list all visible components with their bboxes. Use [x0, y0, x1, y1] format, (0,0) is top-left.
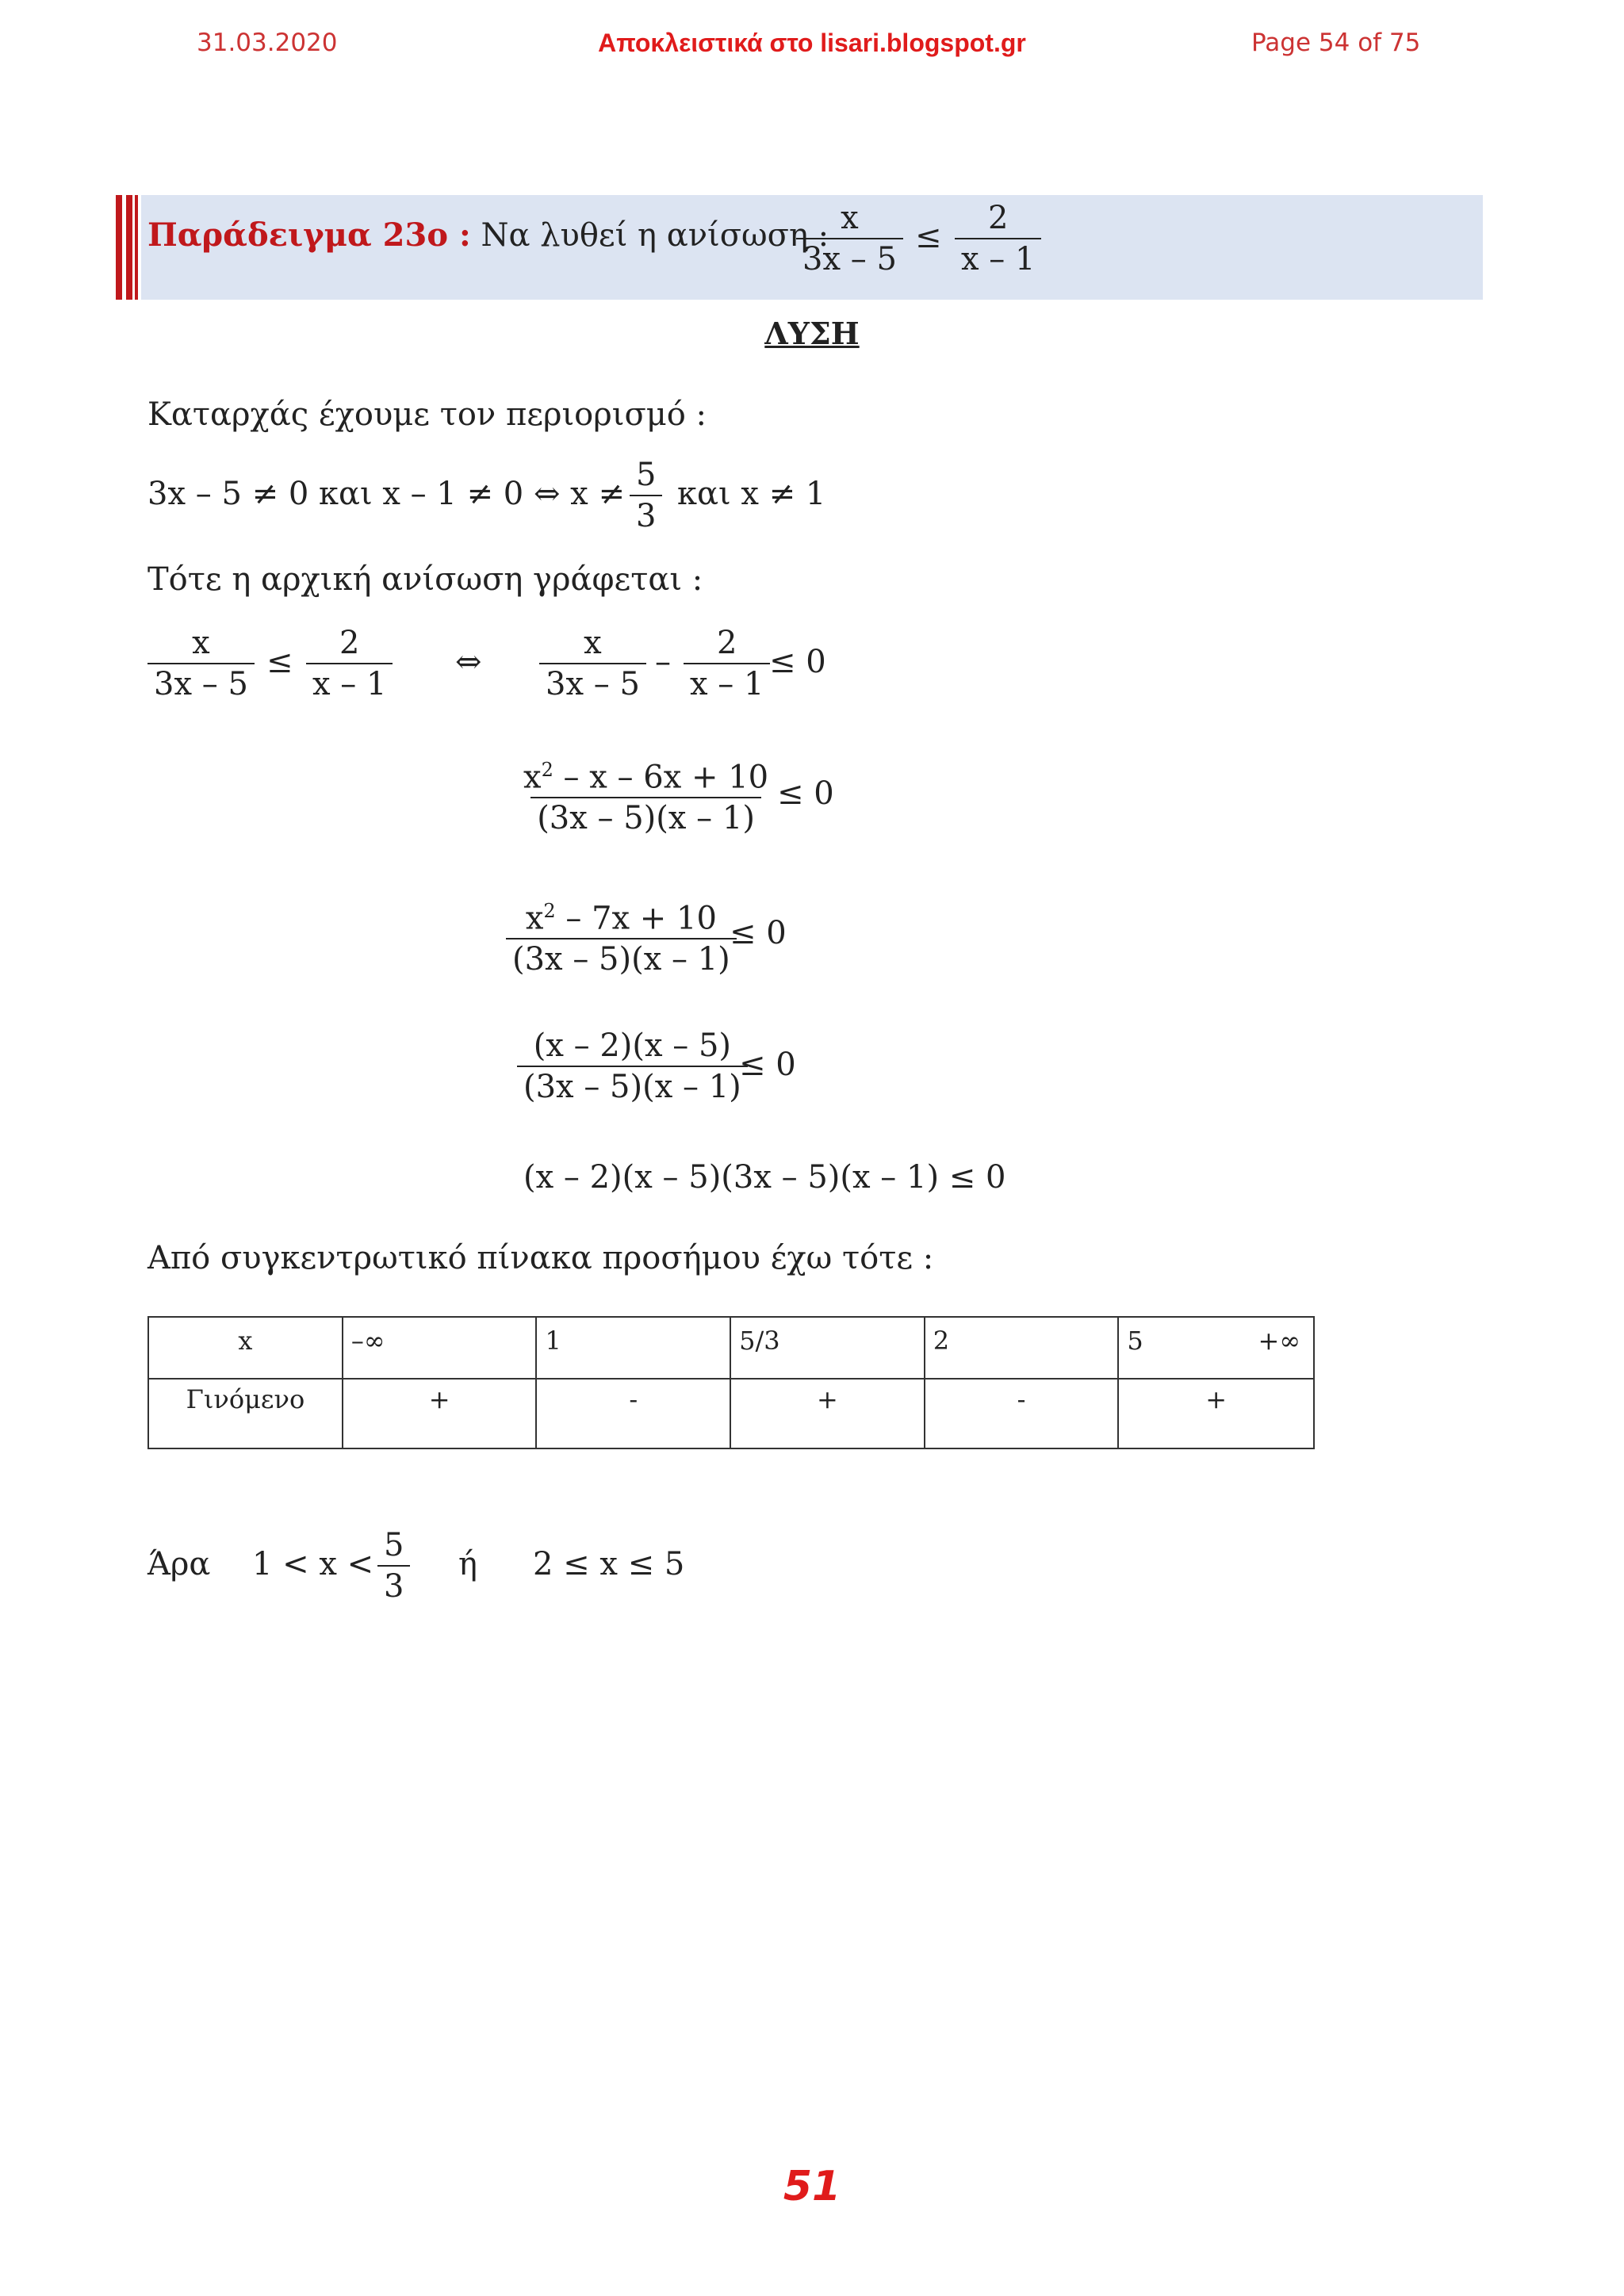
sign-table-cell: Γινόμενο: [148, 1379, 343, 1448]
eq1-fraction-c: $\frac{x}{3x - 5}$: [539, 623, 646, 704]
sign-table-cell: +: [343, 1379, 537, 1448]
answer-interval-a: 1 < x <: [252, 1546, 374, 1582]
solution-line-sign-table-intro: Από συγκεντρωτικό πίνακα προσήμου έχω τότε :: [147, 1240, 934, 1276]
header-page-indicator: Page 54 of 75: [1251, 29, 1421, 57]
example-rhs-fraction: $\frac{2}{x - 1}$: [955, 198, 1041, 279]
example-text: Να λυθεί η ανίσωση :: [481, 217, 829, 254]
eq4-fraction: $\frac{(x - 2)(x - 5)}{(3x - 5)(x - 1)}$: [517, 1026, 748, 1107]
sign-table-cell: x: [148, 1317, 343, 1379]
eq4-tail: ≤ 0: [739, 1047, 796, 1083]
eq1-fraction-a: $\frac{x}{3x - 5}$: [147, 623, 255, 704]
sign-table-cell: +: [730, 1379, 925, 1448]
header-date: 31.03.2020: [197, 29, 338, 57]
eq5-product-inequality: (x – 2)(x – 5)(3x – 5)(x – 1) ≤ 0: [523, 1159, 1006, 1196]
answer-interval-b: 2 ≤ x ≤ 5: [533, 1546, 685, 1582]
sign-table-cell: 5/3: [730, 1317, 925, 1379]
eq3-fraction: $\frac{x^2 - 7x + 10}{(3x - 5)(x - 1)}$: [506, 891, 737, 979]
sign-table-row-product: [148, 1379, 1314, 1448]
header-title: Αποκλειστικά στο lisari.blogspot.gr: [598, 29, 1026, 57]
sign-table-cell: 1: [536, 1317, 730, 1379]
sign-table-cell: -: [536, 1379, 730, 1448]
page-number: 51: [783, 2163, 841, 2210]
eq2-tail: ≤ 0: [777, 775, 834, 812]
sign-table-cell: –∞: [343, 1317, 537, 1379]
solution-line-rewrite: Τότε η αρχική ανίσωση γράφεται :: [147, 561, 703, 598]
answer-fraction: $\frac{5}{3}$: [377, 1525, 410, 1606]
answer-or: ή: [458, 1546, 477, 1582]
solution-heading: ΛΥΣΗ: [764, 316, 860, 351]
sign-table-cell: 2: [925, 1317, 1119, 1379]
answer-prefix: Άρα: [147, 1546, 211, 1582]
example-label: Παράδειγμα 23ο :: [147, 216, 471, 254]
eq1-minus: –: [655, 644, 671, 680]
sign-table-cell: 5 +∞: [1118, 1317, 1314, 1379]
solution-line-restriction-intro: Καταρχάς έχουμε τον περιορισμό :: [147, 396, 707, 433]
eq1-le: ≤: [266, 644, 293, 680]
sign-table: [147, 1316, 1315, 1449]
restriction-conditions: 3x – 5 ≠ 0 και x – 1 ≠ 0 ⇔ x ≠: [147, 476, 625, 512]
eq2-fraction: $\frac{x^2 - x - 6x + 10}{(3x - 5)(x - 1)}$: [523, 759, 769, 837]
eq1-tail: ≤ 0: [769, 644, 826, 680]
example-lhs-fraction: $\frac{x}{3x - 5}$: [796, 198, 903, 279]
sign-table-cell: -: [925, 1379, 1119, 1448]
example-operator: ≤: [915, 219, 942, 255]
sign-table-cell: +: [1118, 1379, 1314, 1448]
eq1-iff: ⇔: [455, 644, 482, 680]
eq1-fraction-b: $\frac{2}{x - 1}$: [306, 623, 393, 704]
restriction-fraction: $\frac{5}{3}$: [630, 455, 662, 536]
eq3-tail: ≤ 0: [730, 915, 787, 951]
eq1-fraction-d: $\frac{2}{x - 1}$: [684, 623, 770, 704]
sign-table-row-x: [148, 1317, 1314, 1379]
restriction-second: και x ≠ 1: [677, 476, 826, 512]
example-statement: [147, 216, 829, 255]
